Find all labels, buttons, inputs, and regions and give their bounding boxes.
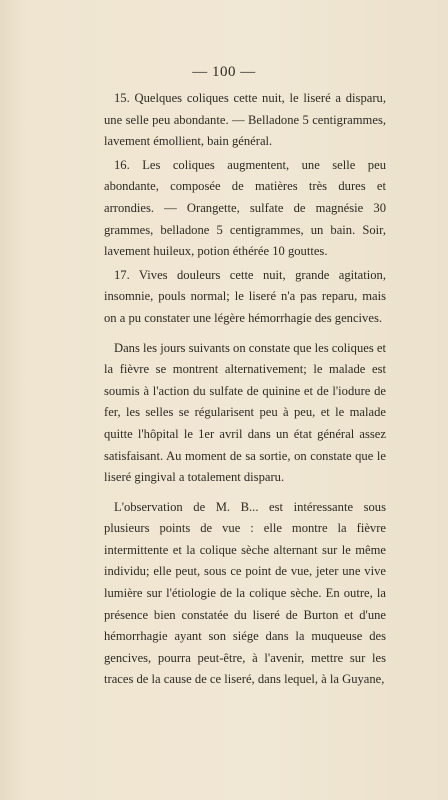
paragraph-entry-15: 15. Quelques coliques cette nuit, le liseré a disparu, une selle peu abondante. — Belladone 5 centigrammes, lavement émollient, bain général. xyxy=(104,91,386,149)
paragraph-entry-17: 17. Vives douleurs cette nuit, grande agitation, insomnie, pouls normal; le liseré n'a pas reparu, mais on a pu constater une légère hémorrhagie des gencives. xyxy=(104,267,386,325)
paragraph-entry-16: 16. Les coliques augmentent, une selle peu abondante, composée de matières très dures et arrondies. — Orangette, sulfate de magnésie 30 grammes, belladone 5 centigrammes, un bain. Soir, lavement huileux, potion éthérée 10 gouttes. xyxy=(104,157,386,259)
paragraph-following-days: Dans les jours suivants on constate que les coliques et la fièvre se montrent alternativement; le malade est soumis à l'action du sulfate de quinine et de l'iodure de fer, les selles se régularisent peu à peu, et le malade quitte l'hôpital le 1er avril dans un état général assez satisfaisant. Au moment de sa sortie, on constate que le liseré gingival a totalement disparu. xyxy=(104,340,386,485)
body-text xyxy=(104,88,386,693)
page-number: — 100 — xyxy=(192,64,256,80)
paragraph-observation: L'observation de M. B... est intéressante sous plusieurs points de vue : elle montre la fièvre intermittente et la colique sèche alternant sur le même individu; elle peut, sous ce point de vue, jeter une vive lumière sur l'étiologie de la colique sèche. En outre, la présence bien constatée du liseré de Burton et d'une hémorrhagie ayant son siége dans la muqueuse des gencives, pourra peut-être, à l'avenir, mettre sur les traces de la cause de ce liseré, dans lequel, à la Guyane, xyxy=(104,499,386,687)
